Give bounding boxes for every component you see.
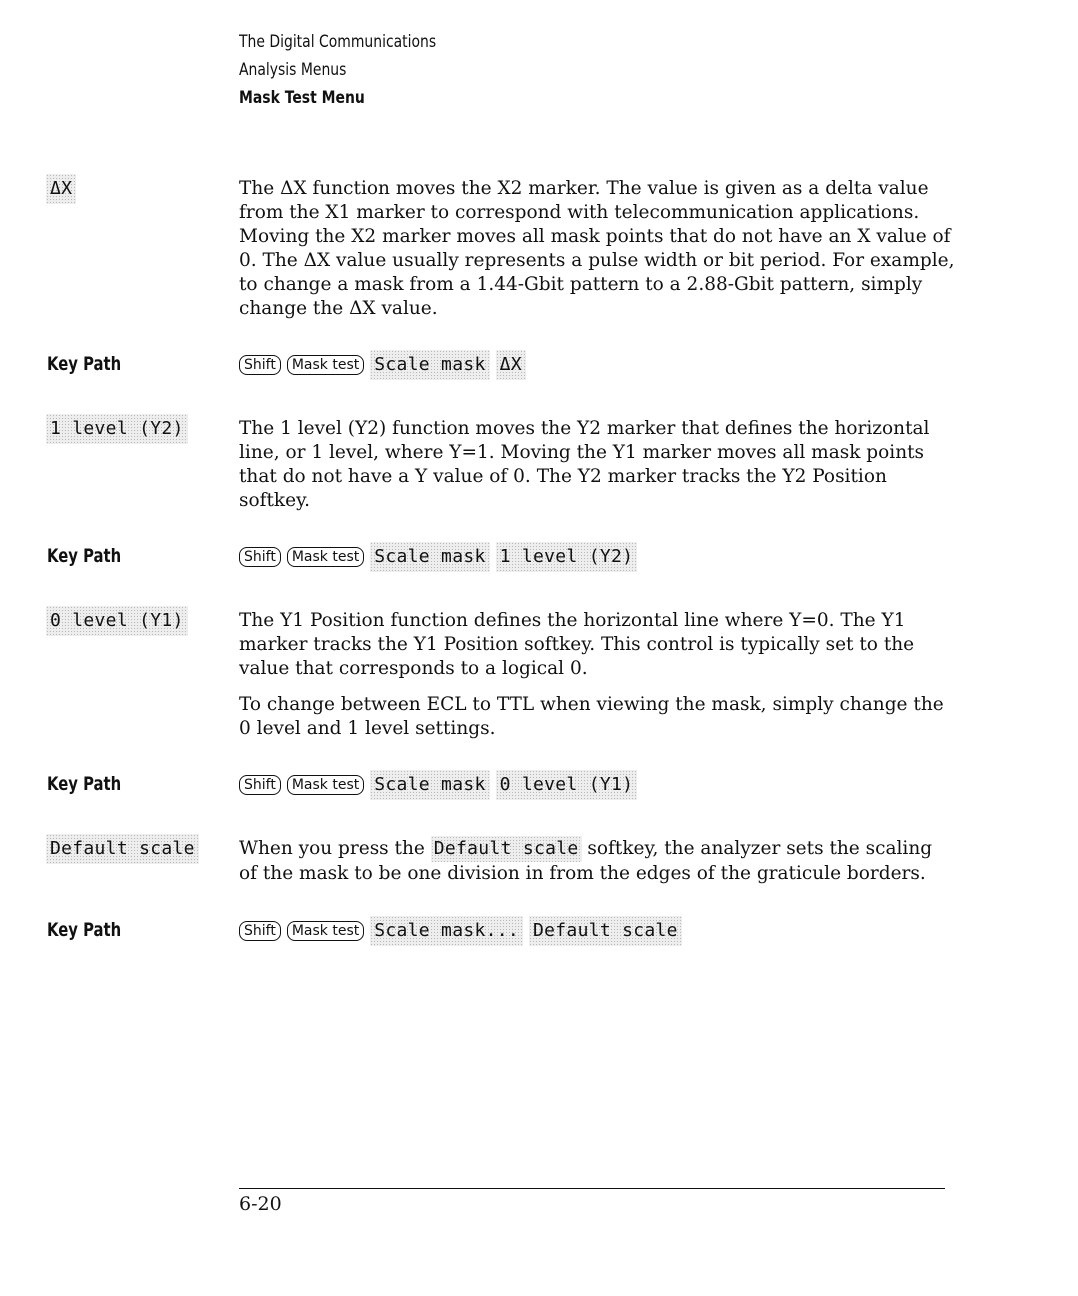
key-path-label: Key Path [47,545,122,567]
shift-hardkey: Shift [239,355,281,375]
default-scale-text-before: When you press the [239,838,425,859]
delta-x-softkey: ΔX [496,350,526,380]
mask-test-hardkey: Mask test [287,547,364,567]
one-level-y2-softkey: 1 level (Y2) [496,542,638,572]
key-path-0-level [239,770,637,800]
scale-mask-softkey: Scale mask [370,542,489,572]
softkey-delta-x: ΔX [46,174,76,204]
page-number: 6-20 [239,1193,282,1215]
scale-mask-softkey: Scale mask [370,350,489,380]
default-scale-inline-softkey: Default scale [431,836,582,862]
key-path-1-level [239,542,637,572]
ecl-ttl-note: To change between ECL to TTL when viewing the mask, simply change the 0 level and 1 level settings. [239,694,944,739]
scale-mask-softkey: Scale mask [370,770,489,800]
zero-level-description: The Y1 Position function defines the horizontal line where Y=0. The Y1 marker tracks the Y1 Position softkey. This control is typically set to the value that corresponds to a logical 0. [239,610,915,679]
default-scale-softkey: Default scale [529,916,682,946]
mask-test-hardkey: Mask test [287,775,364,795]
shift-hardkey: Shift [239,921,281,941]
shift-hardkey: Shift [239,775,281,795]
default-scale-description [239,836,951,886]
delta-x-description: The ΔX function moves the X2 marker. The value is given as a delta value from the X1 marker to correspond with telecommunication applications. Moving the X2 marker moves all mask points that do not have an X value of 0. The ΔX value usually represents a pulse width or bit period. For example, to change a mask from a 1.44-Gbit pattern to a 2.88-Gbit pattern, simply change the ΔX value. [239,178,955,319]
default-scale-text-after: softkey, the analyzer sets the scaling of the mask to be one division in from the edges of the graticule borders. [239,838,933,884]
header-section: Analysis Menus [239,60,347,80]
zero-level-y1-softkey: 0 level (Y1) [496,770,638,800]
header-chapter: The Digital Communications [239,32,437,52]
footer-rule [239,1188,945,1189]
shift-hardkey: Shift [239,547,281,567]
key-path-delta-x [239,350,526,380]
header-menu-title: Mask Test Menu [239,88,365,108]
softkey-0-level-y1: 0 level (Y1) [46,606,188,636]
key-path-default-scale [239,916,682,946]
mask-test-hardkey: Mask test [287,355,364,375]
key-path-label: Key Path [47,919,122,941]
key-path-label: Key Path [47,773,122,795]
scale-mask-menu-softkey: Scale mask... [370,916,523,946]
softkey-1-level-y2: 1 level (Y2) [46,414,188,444]
key-path-label: Key Path [47,353,122,375]
one-level-description: The 1 level (Y2) function moves the Y2 marker that defines the horizontal line, or 1 level, where Y=1. Moving the Y1 marker moves all mask points that do not have a Y value of 0. The Y2 marker tracks the Y2 Position softkey. [239,418,930,511]
mask-test-hardkey: Mask test [287,921,364,941]
softkey-default-scale: Default scale [46,834,199,864]
